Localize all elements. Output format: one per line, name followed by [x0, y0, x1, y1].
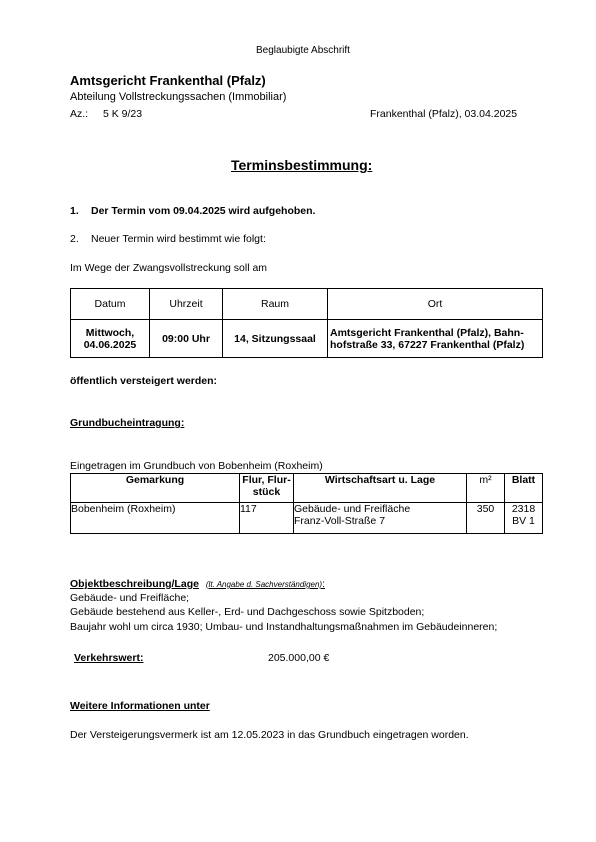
vermerk-text: Der Versteigerungsvermerk ist am 12.05.2023 in das Grundbuch eingetragen worden.	[70, 729, 469, 741]
page-title: Terminsbestimmung:	[231, 157, 373, 173]
versteigert-text: öffentlich versteigert werden:	[70, 375, 218, 387]
item-2-number: 2.	[70, 233, 79, 245]
place-date: Frankenthal (Pfalz), 03.04.2025	[370, 108, 518, 120]
header-uhrzeit: Uhrzeit	[150, 289, 223, 320]
intro-text: Im Wege der Zwangsvollstreckung soll am	[70, 262, 268, 274]
grundbuch-row	[71, 503, 543, 534]
cell-flur: 117	[240, 503, 294, 534]
termin-table-row	[71, 320, 543, 358]
objekt-heading-wrapper	[70, 578, 325, 590]
header-datum: Datum	[71, 289, 150, 320]
grundbuch-header-row	[71, 474, 543, 503]
objekt-heading-note: (lt. Angabe d. Sachverständigen)	[205, 580, 323, 589]
objekt-line-3: Baujahr wohl um circa 1930; Umbau- und Instandhaltungsmaßnahmen im Gebäudeinneren;	[70, 621, 498, 633]
court-name: Amtsgericht Frankenthal (Pfalz)	[70, 73, 266, 88]
header-gemarkung: Gemarkung	[71, 474, 240, 503]
cell-gemarkung: Bobenheim (Roxheim)	[71, 503, 240, 534]
datum-weekday: Mittwoch,	[85, 326, 135, 339]
item-1-text: Der Termin vom 09.04.2025 wird aufgehoben.	[91, 205, 316, 217]
ort-line-1: Amtsgericht Frankenthal (Pfalz), Bahn-	[330, 326, 524, 339]
header-flur	[240, 474, 294, 503]
blatt-line-2: BV 1	[512, 515, 535, 527]
wirtschaftsart-line-2: Franz-Voll-Straße 7	[294, 515, 386, 527]
cell-uhrzeit: 09:00 Uhr	[150, 320, 223, 358]
objekt-line-2: Gebäude bestehend aus Keller-, Erd- und Dachgeschoss sowie Spitzboden;	[70, 606, 425, 618]
header-flur-line-2: stück	[252, 486, 281, 498]
objekt-heading-colon: :	[322, 578, 326, 590]
cell-blatt	[505, 503, 543, 534]
verkehrswert-label: Verkehrswert:	[74, 652, 144, 664]
termin-table-header-row	[71, 289, 543, 320]
datum-date: 04.06.2025	[83, 338, 137, 351]
header-flur-line-1: Flur, Flur-	[242, 474, 291, 486]
department: Abteilung Vollstreckungssachen (Immobiliar)	[70, 91, 287, 103]
item-2-text: Neuer Termin wird bestimmt wie folgt:	[91, 233, 266, 245]
az-value: 5 K 9/23	[103, 108, 143, 120]
ort-line-2: hofstraße 33, 67227 Frankenthal (Pfalz)	[330, 338, 525, 351]
cell-raum: 14, Sitzungssaal	[223, 320, 328, 358]
header-ort: Ort	[328, 289, 543, 320]
cell-ort	[328, 320, 543, 358]
cell-wirtschaftsart	[294, 503, 467, 534]
cell-datum	[71, 320, 150, 358]
verkehrswert-value: 205.000,00 €	[268, 652, 330, 664]
cell-qm: 350	[467, 503, 505, 534]
header-wirtschaftsart: Wirtschaftsart u. Lage	[294, 474, 467, 503]
grundbuch-table	[70, 473, 543, 534]
az-label: Az.:	[70, 108, 89, 120]
objekt-line-1: Gebäude- und Freifläche;	[70, 592, 190, 604]
objekt-heading: Objektbeschreibung/Lage	[70, 578, 199, 590]
top-note: Beglaubigte Abschrift	[256, 45, 350, 56]
header-qm: m²	[467, 474, 505, 503]
grundbuch-intro: Eingetragen im Grundbuch von Bobenheim (Roxheim)	[70, 460, 323, 472]
item-1-number: 1.	[70, 205, 79, 217]
grundbuch-heading: Grundbucheintragung:	[70, 417, 185, 429]
blatt-line-1: 2318	[511, 503, 536, 515]
weitere-heading: Weitere Informationen unter	[70, 700, 210, 712]
header-blatt: Blatt	[505, 474, 543, 503]
header-raum: Raum	[223, 289, 328, 320]
wirtschaftsart-line-1: Gebäude- und Freifläche	[294, 503, 411, 515]
termin-table	[70, 288, 543, 358]
